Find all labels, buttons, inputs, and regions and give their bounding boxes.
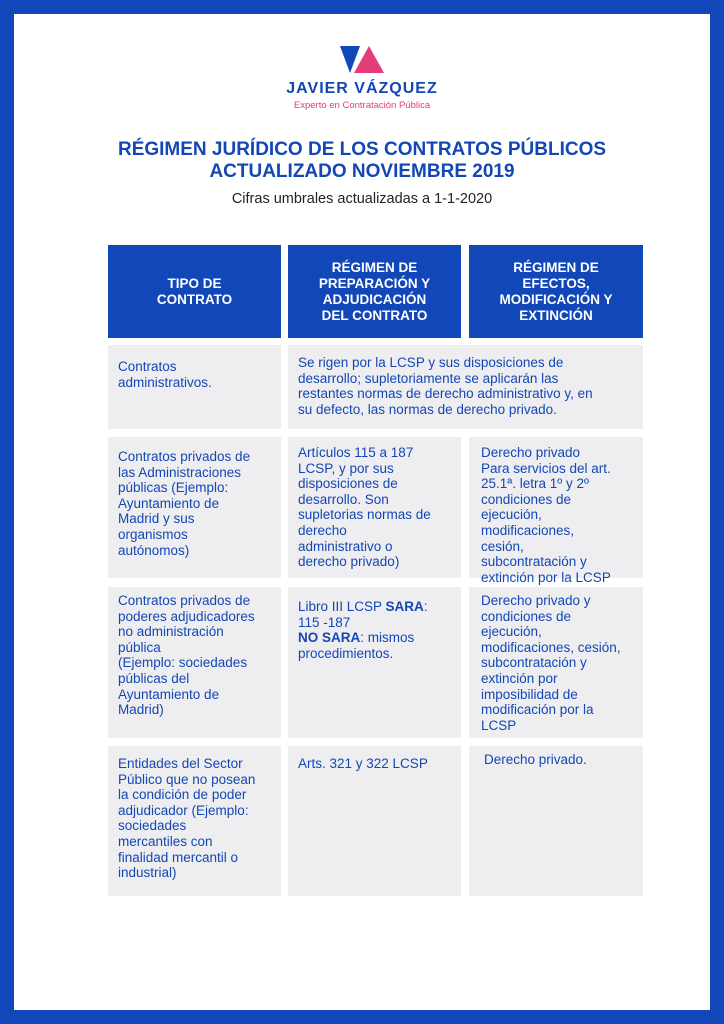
cell-line: LCSP, y por sus [298, 460, 394, 476]
cell-line: Derecho privado y [481, 593, 591, 608]
cell-text: Libro III LCSP [298, 599, 386, 614]
cell-preparacion-row-2 [288, 437, 461, 578]
cell-line: Contratos privados de [118, 593, 251, 608]
cell-line: Público que no posean [118, 771, 256, 787]
cell-line: organismos [118, 526, 188, 542]
cell-line: extinción por [481, 670, 558, 686]
cell-line: ejecución, [481, 507, 542, 523]
page-title-line-1: RÉGIMEN JURÍDICO DE LOS CONTRATOS PÚBLICOS [117, 139, 607, 160]
cell-line: finalidad mercantil o [118, 849, 239, 865]
cell-line: procedimientos. [298, 645, 394, 661]
brand-tagline: Experto en Contratación Pública [293, 100, 431, 111]
cell-line: sociedades [118, 818, 187, 834]
cell-line: no administración [118, 624, 224, 640]
cell-line: Derecho privado [481, 445, 581, 460]
header-regimen-efectos [469, 245, 643, 338]
cell-line: Ayuntamiento de [118, 686, 220, 702]
header-regimen-preparacion [288, 245, 461, 338]
header-line: RÉGIMEN DE [513, 259, 599, 275]
cell-tipo-row-1 [108, 345, 281, 429]
header-line: ADJUDICACIÓN [322, 291, 427, 307]
cell-line: condiciones de [481, 491, 572, 507]
cell-line: industrial) [118, 865, 177, 881]
cell-line: administrativos. [118, 374, 212, 390]
cell-tipo-row-3 [108, 587, 281, 738]
cell-text: : [423, 599, 428, 614]
header-line: RÉGIMEN DE [331, 259, 418, 275]
header-line: TIPO DE [167, 275, 222, 291]
cell-line: Derecho privado. [484, 752, 587, 767]
cell-line: LCSP [481, 717, 517, 733]
header-line: EXTINCIÓN [519, 307, 593, 323]
cell-line: públicas del [118, 670, 190, 686]
cell-efectos-row-3 [469, 587, 643, 738]
cell-line: disposiciones de [298, 476, 398, 492]
cell-line [298, 630, 451, 646]
cell-line: Madrid y sus [118, 511, 195, 527]
cell-line: Artículos 115 a 187 [298, 445, 414, 460]
page-subtitle: Cifras umbrales actualizadas a 1-1-2020 [231, 191, 493, 207]
cell-line: pública [118, 639, 161, 655]
cell-line: 25.1ª. letra 1º y 2º [481, 476, 589, 492]
cell-efectos-row-2 [469, 437, 643, 585]
cell-line: desarrollo. Son [298, 491, 389, 507]
cell-line: Arts. 321 y 322 LCSP [298, 756, 428, 771]
cell-line: imposibilidad de [481, 686, 578, 702]
cell-line: Contratos privados de [118, 449, 251, 464]
cell-tipo-row-2 [108, 437, 281, 578]
cell-tipo-row-4 [108, 746, 281, 896]
cell-line: derecho privado) [298, 554, 400, 570]
page-title-line-2: ACTUALIZADO NOVIEMBRE 2019 [209, 161, 515, 182]
cell-line: modificación por la [481, 702, 594, 718]
cell-line: derecho [298, 522, 347, 538]
cell-line: las Administraciones [118, 464, 242, 480]
cell-text: : mismos [360, 630, 415, 646]
brand-name: JAVIER VÁZQUEZ [286, 80, 438, 97]
cell-line [298, 599, 451, 615]
cell-preparacion-row-4 [288, 746, 461, 896]
cell-line: Entidades del Sector [118, 756, 243, 771]
cell-line: Se rigen por la LCSP y sus disposiciones de [298, 355, 564, 370]
cell-line: Contratos [118, 359, 177, 374]
cell-line: administrativo o [298, 538, 393, 554]
logo-icon [338, 46, 386, 74]
cell-line: poderes adjudicadores [118, 608, 255, 624]
header-line: CONTRATO [156, 291, 233, 307]
cell-line: ejecución, [481, 624, 542, 640]
cell-line: Para servicios del art. [481, 460, 611, 476]
cell-line: 115 -187 [298, 614, 351, 630]
header-line: DEL CONTRATO [321, 307, 428, 323]
header-line: MODIFICACIÓN Y [499, 291, 613, 307]
cell-line: mercantiles con [118, 833, 213, 849]
cell-line: restantes normas de derecho administrativo y, en [298, 386, 593, 402]
cell-line: condiciones de [481, 608, 572, 624]
header-line: EFECTOS, [522, 275, 590, 291]
cell-line: autónomos) [118, 542, 190, 558]
header-line: PREPARACIÓN Y [318, 275, 431, 291]
cell-line: modificaciones, cesión, [481, 639, 621, 655]
cell-line: subcontratación y [481, 655, 587, 671]
header-tipo-contrato [108, 245, 281, 338]
cell-line: la condición de poder [118, 787, 247, 803]
cell-line: extinción por la LCSP [481, 569, 611, 585]
cell-line: supletorias normas de [298, 507, 431, 523]
no-sara-label: NO SARA [298, 630, 361, 646]
cell-line: adjudicador (Ejemplo: [118, 802, 249, 818]
cell-line: su defecto, las normas de derecho privado. [298, 401, 557, 417]
sara-label: SARA [385, 599, 424, 614]
cell-preparacion-row-3 [288, 587, 461, 738]
cell-line: cesión, [481, 538, 524, 554]
cell-line: Madrid) [118, 702, 164, 718]
cell-line: subcontratación y [481, 554, 587, 570]
cell-line: desarrollo; supletoriamente se aplicarán las [298, 370, 559, 386]
cell-line: modificaciones, [481, 522, 575, 538]
cell-merged-row-1 [288, 345, 643, 429]
cell-line: públicas (Ejemplo: [118, 480, 229, 496]
cell-line: Ayuntamiento de [118, 495, 220, 511]
cell-efectos-row-4 [469, 746, 643, 896]
cell-line: (Ejemplo: sociedades [118, 655, 248, 671]
